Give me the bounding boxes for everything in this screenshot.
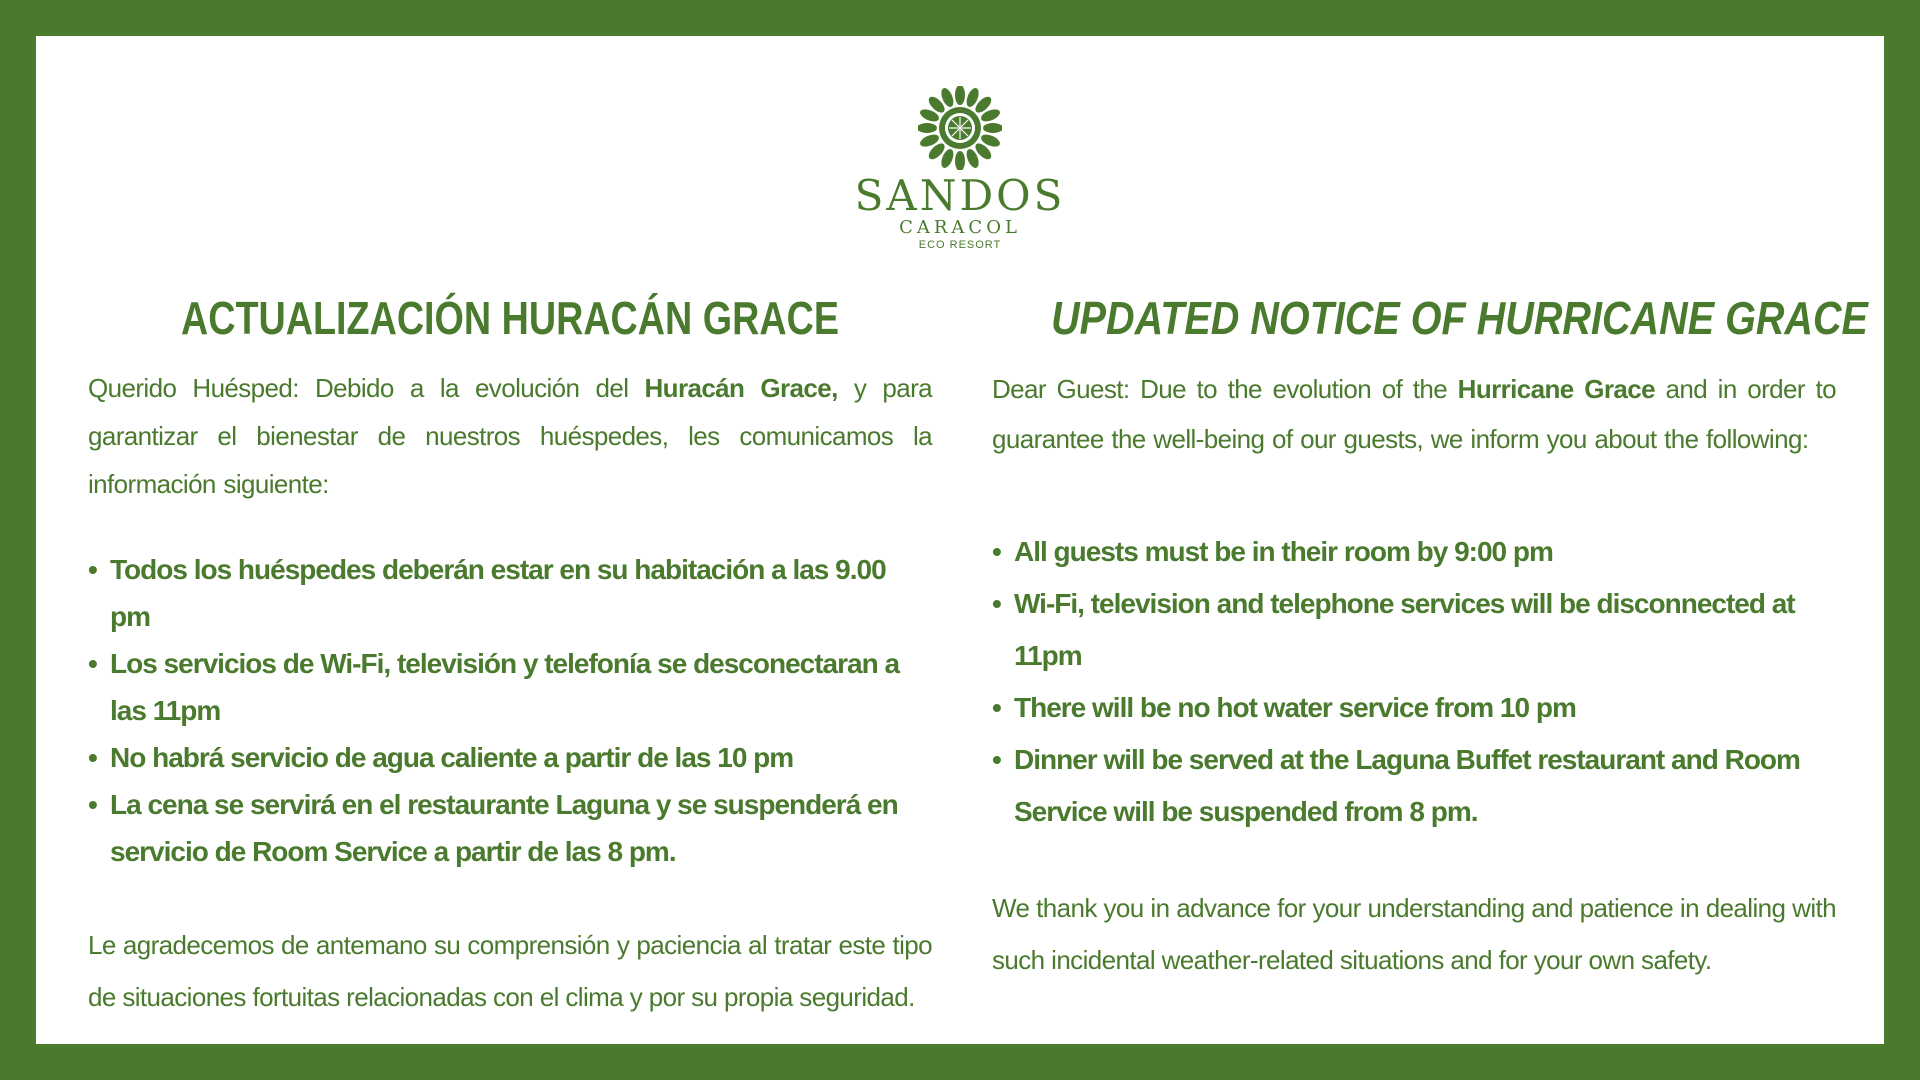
bullet-icon: • bbox=[88, 648, 97, 679]
spanish-heading: ACTUALIZACIÓN HURACÁN GRACE bbox=[181, 292, 839, 344]
list-item bbox=[992, 734, 1836, 838]
notice-panel bbox=[36, 36, 1884, 1044]
english-bullet-list bbox=[992, 526, 1836, 838]
list-item-text: All guests must be in their room by 9:00 pm bbox=[1014, 536, 1553, 567]
spanish-bullet-list bbox=[88, 546, 932, 875]
list-item bbox=[88, 734, 932, 781]
english-intro-bold: Hurricane Grace bbox=[1457, 374, 1655, 404]
spanish-intro-bold: Huracán Grace, bbox=[644, 373, 838, 403]
list-item-text: Los servicios de Wi-Fi, televisión y telefonía se desconectaran a las 11pm bbox=[110, 648, 900, 726]
list-item-text: Wi-Fi, television and telephone services will be disconnected at 11pm bbox=[1014, 588, 1795, 671]
english-column bbox=[992, 290, 1868, 986]
list-item-text: Dinner will be served at the Laguna Buffet restaurant and Room Service will be suspended from 8 pm. bbox=[1014, 744, 1800, 827]
sunflower-emblem-icon bbox=[918, 86, 1002, 170]
bullet-icon: • bbox=[992, 692, 1001, 723]
spanish-closing: Le agradecemos de antemano su comprensión y paciencia al tratar este tipo de situaciones fortuitas relacionadas con el clima y por su propia seguridad. bbox=[88, 930, 932, 1012]
list-item bbox=[992, 526, 1836, 578]
list-item-text: There will be no hot water service from 10 pm bbox=[1014, 692, 1576, 723]
spanish-intro-text-end: y para garantizar el bienestar de nuestros huéspedes, les comunicamos la información siguiente: bbox=[88, 373, 932, 499]
english-intro-text-end: and in order to guarantee the well-being of our guests, we inform you about the following: bbox=[992, 374, 1836, 454]
spanish-intro bbox=[88, 364, 932, 508]
bullet-icon: • bbox=[88, 554, 97, 585]
bullet-icon: • bbox=[992, 744, 1001, 775]
list-item bbox=[992, 578, 1836, 682]
bullet-icon: • bbox=[88, 742, 97, 773]
list-item bbox=[88, 546, 932, 640]
logo-tagline: ECO RESORT bbox=[918, 239, 1002, 251]
list-item-text: Todos los huéspedes deberán estar en su habitación a las 9.00 pm bbox=[110, 554, 886, 632]
bullet-icon: • bbox=[992, 536, 1001, 567]
spanish-intro-text: Querido Huésped: Debido a la evolución del bbox=[88, 373, 645, 403]
list-item bbox=[992, 682, 1836, 734]
list-item bbox=[88, 640, 932, 734]
english-closing: We thank you in advance for your understanding and patience in dealing with such incidental weather-related situations and for your own safety. bbox=[992, 893, 1836, 975]
bullet-icon: • bbox=[992, 588, 1001, 619]
resort-logo bbox=[36, 86, 1884, 252]
english-intro-text: Dear Guest: Due to the evolution of the bbox=[992, 374, 1458, 404]
list-item-text: No habrá servicio de agua caliente a partir de las 10 pm bbox=[110, 742, 794, 773]
list-item bbox=[88, 781, 932, 875]
list-item-text: La cena se servirá en el restaurante Laguna y se suspenderá en servicio de Room Service a partir de las 8 pm. bbox=[110, 789, 898, 867]
english-intro bbox=[992, 364, 1836, 464]
logo-brand: SANDOS bbox=[854, 171, 1066, 220]
english-heading: UPDATED NOTICE OF HURRICANE GRACE bbox=[1051, 292, 1868, 344]
logo-subtitle: CARACOL bbox=[899, 217, 1021, 238]
bullet-icon: • bbox=[88, 789, 97, 820]
spanish-column bbox=[88, 290, 932, 1023]
